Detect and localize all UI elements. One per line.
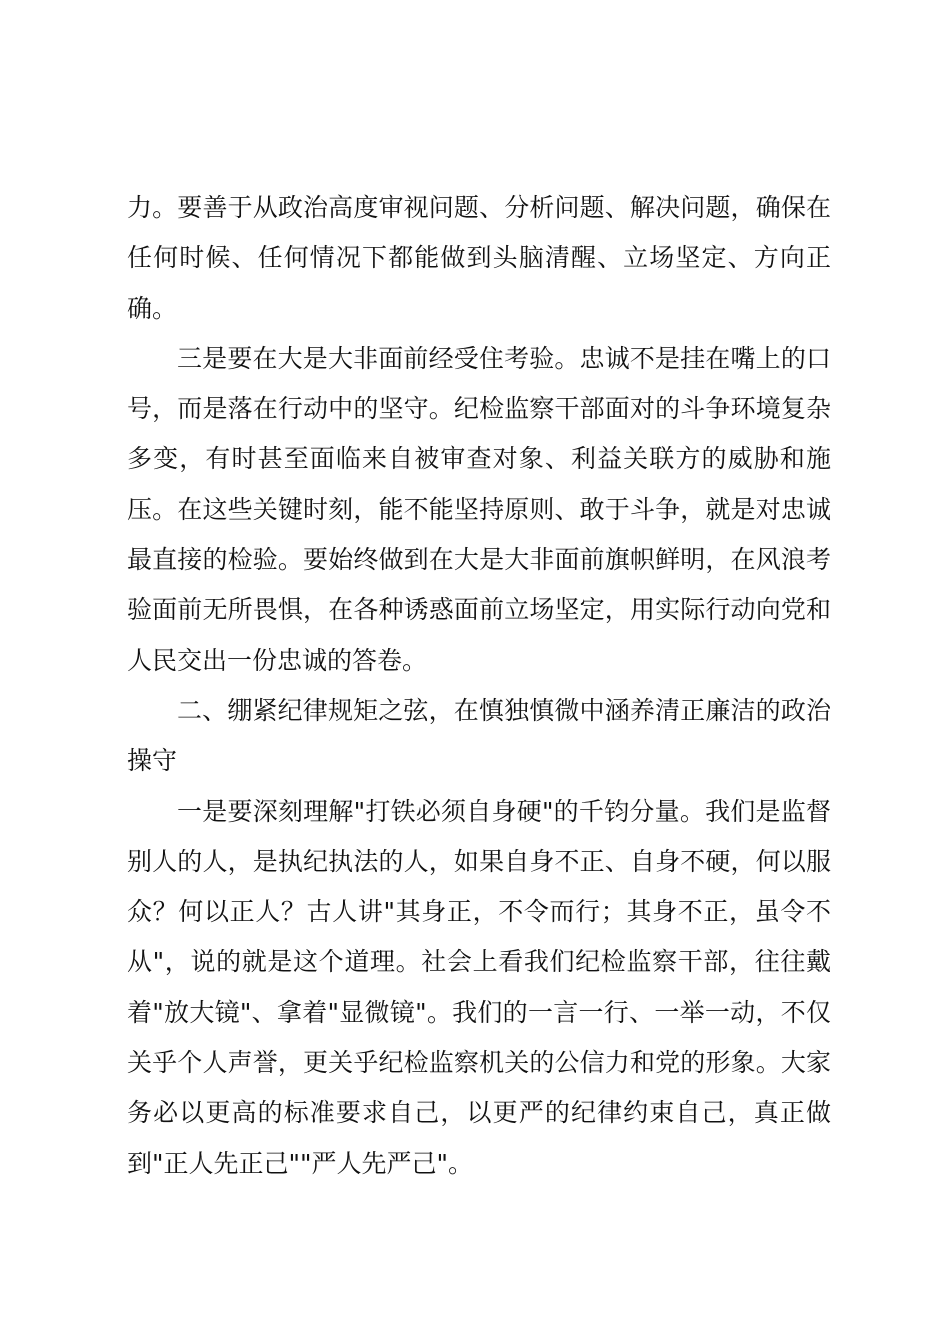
paragraph-point-one: 一是要深刻理解"打铁必须自身硬"的千钧分量。我们是监督别人的人，是执纪执法的人，如果自身不正、自身不硬，何以服众？何以正人？古人讲"其身正，不令而行；其身不正，虽令不从"，说的就是这个道理。社会上看我们纪检监察干部，往往戴着"放大镜"、拿着"显微镜"。我们的一言一行、一举一动，不仅关乎个人声誉，更关乎纪检监察机关的公信力和党的形象。大家务必以更高的标准要求自己，以更严的纪律约束自己，真正做到"正人先正己""严人先严己"。 — [127, 796, 831, 1178]
paragraph-continuation: 力。要善于从政治高度审视问题、分析问题、解决问题，确保在任何时候、任何情况下都能做到头脑清醒、立场坚定、方向正确。 — [127, 193, 831, 323]
document-body — [127, 183, 831, 1189]
section-heading-two: 二、绷紧纪律规矩之弦，在慎独慎微中涵养清正廉洁的政治操守 — [127, 695, 831, 776]
paragraph-point-three: 三是要在大是大非面前经受住考验。忠诚不是挂在嘴上的口号，而是落在行动中的坚守。纪检监察干部面对的斗争环境复杂多变，有时甚至面临来自被审查对象、利益关联方的威胁和施压。在这些关键时刻，能不能坚持原则、敢于斗争，就是对忠诚最直接的检验。要始终做到在大是大非面前旗帜鲜明，在风浪考验面前无所畏惧，在各种诱惑面前立场坚定，用实际行动向党和人民交出一份忠诚的答卷。 — [127, 343, 831, 675]
